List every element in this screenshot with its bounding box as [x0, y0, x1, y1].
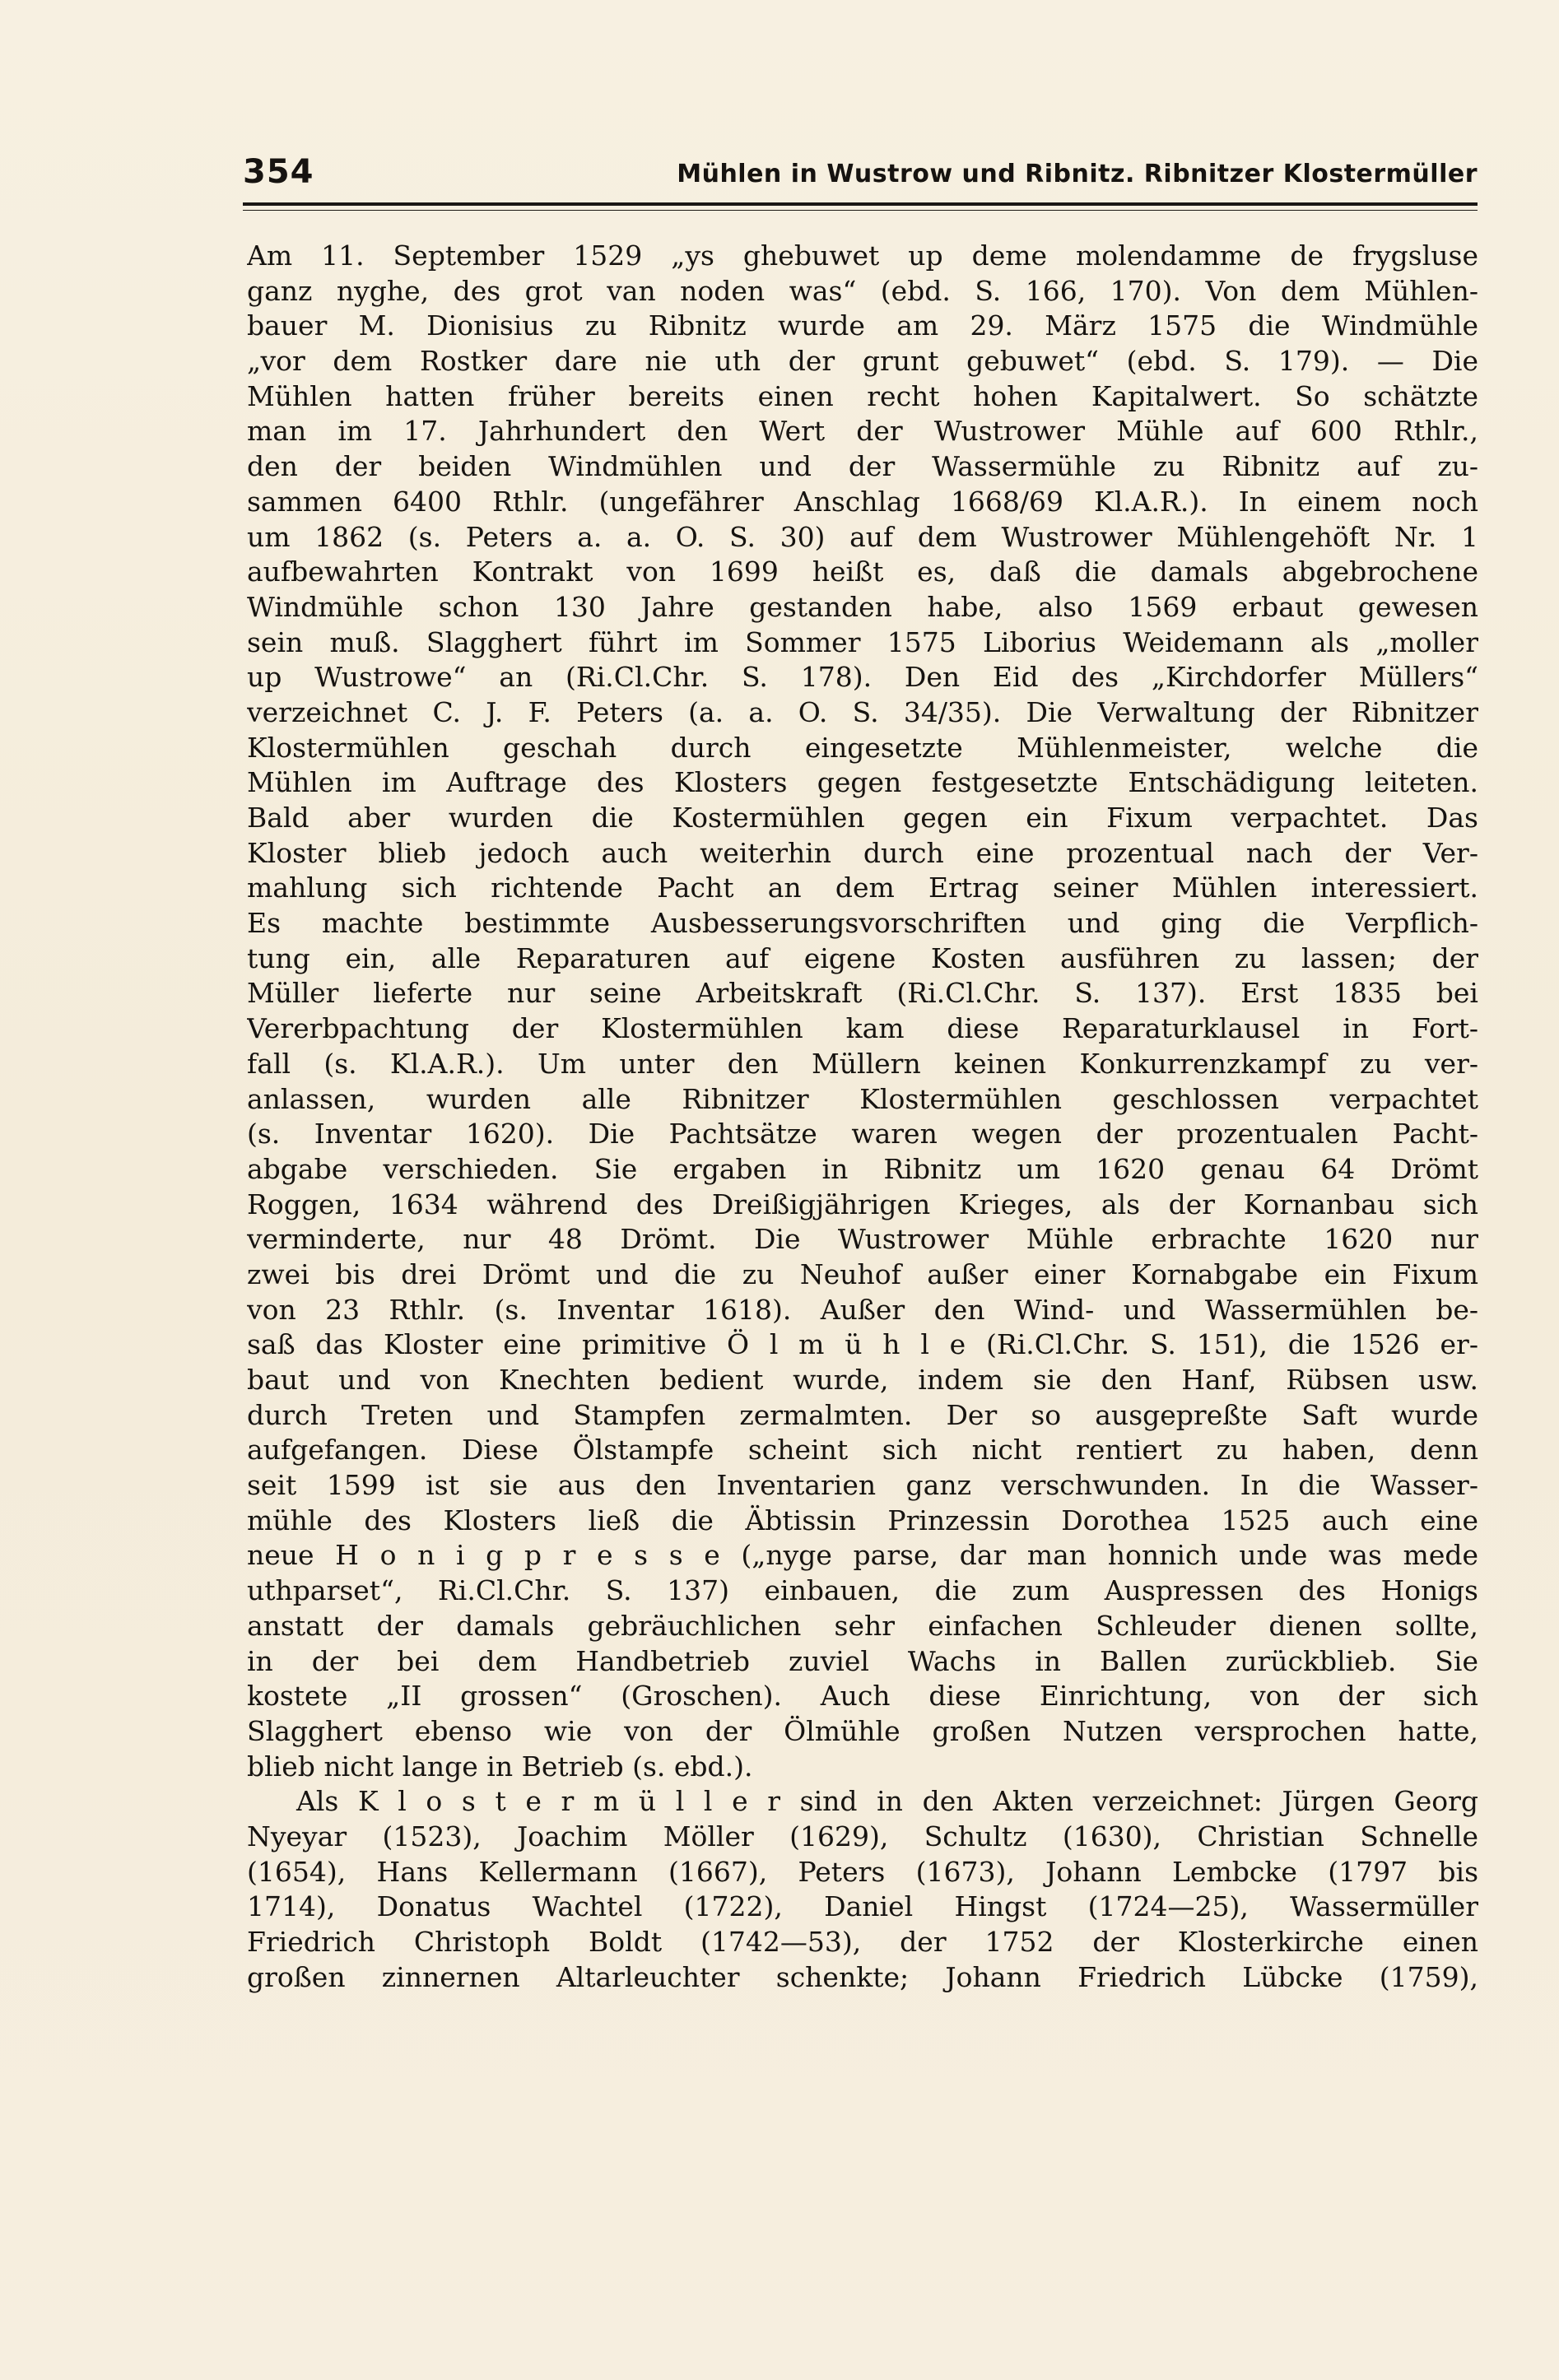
text-line: in der bei dem Handbetrieb zuviel Wachs in Ballen zurückblieb. Sie — [247, 1644, 1478, 1677]
text-line: Bald aber wurden die Kostermühlen gegen ein Fixum verpachtet. Das — [247, 802, 1478, 834]
text-line: um 1862 (s. Peters a. a. O. S. 30) auf dem Wustrower Mühlengehöft Nr. 1 — [247, 520, 1478, 553]
text-line: mühle des Klosters ließ die Äbtissin Prinzessin Dorothea 1525 auch eine — [247, 1504, 1478, 1536]
text-line: blieb nicht lange in Betrieb (s. ebd.). — [247, 1750, 753, 1783]
text-line: man im 17. Jahrhundert den Wert der Wustrower Mühle auf 600 Rthlr., — [247, 415, 1478, 448]
text-line: aufgefangen. Diese Ölstampfe scheint sich nicht rentiert zu haben, denn — [247, 1434, 1478, 1467]
text-line: zwei bis drei Drömt und die zu Neuhof außer einer Kornabgabe ein Fixum — [247, 1257, 1478, 1290]
text-line: großen zinnernen Altarleuchter schenkte; Johann Friedrich Lübcke (1759), — [247, 1960, 1478, 1993]
text-line: ganz nyghe, des grot van noden was“ (ebd. S. 166, 170). Von dem Mühlen- — [247, 274, 1478, 307]
text-line: sein muß. Slagghert führt im Sommer 1575 Liborius Weidemann als „moller — [247, 625, 1478, 658]
text-line: mahlung sich richtende Pacht an dem Ertrag seiner Mühlen interessiert. — [247, 872, 1478, 904]
text-line: Kloster blieb jedoch auch weiterhin durch eine prozentual nach der Ver- — [247, 836, 1478, 869]
text-line: Mühlen hatten früher bereits einen recht hohen Kapitalwert. So schätzte — [247, 379, 1478, 412]
text-line: den der beiden Windmühlen und der Wassermühle zu Ribnitz auf zu- — [247, 450, 1478, 483]
text-line: seit 1599 ist sie aus den Inventarien ganz verschwunden. In die Wasser- — [247, 1469, 1478, 1502]
text-line: Windmühle schon 130 Jahre gestanden habe, also 1569 erbaut gewesen — [247, 590, 1478, 623]
text-line: verminderte, nur 48 Drömt. Die Wustrower Mühle erbrachte 1620 nur — [247, 1223, 1478, 1256]
text-line: durch Treten und Stampfen zermalmten. Der so ausgepreßte Saft wurde — [247, 1398, 1478, 1431]
text-line: (1654), Hans Kellermann (1667), Peters (1673), Johann Lembcke (1797 bis — [247, 1855, 1478, 1888]
text-line: baut und von Knechten bedient wurde, indem sie den Hanf, Rübsen usw. — [247, 1364, 1478, 1396]
text-line: Es machte bestimmte Ausbesserungsvorschriften und ging die Verpflich- — [247, 907, 1478, 940]
text-line: Am 11. September 1529 „ys ghebuwet up deme molendamme de frygsluse — [247, 239, 1478, 272]
text-line: anlassen, wurden alle Ribnitzer Klostermühlen geschlossen verpachtet — [247, 1082, 1478, 1115]
text-line: saß das Kloster eine primitive Ö l m ü h l e (Ri.Cl.Chr. S. 151), die 1526 er- — [247, 1328, 1478, 1361]
text-line: bauer M. Dionisius zu Ribnitz wurde am 29. März 1575 die Windmühle — [247, 309, 1478, 342]
text-line: Nyeyar (1523), Joachim Möller (1629), Schultz (1630), Christian Schnelle — [247, 1820, 1478, 1852]
text-line: kostete „II grossen“ (Groschen). Auch diese Einrichtung, von der sich — [247, 1680, 1478, 1713]
page-number: 354 — [243, 153, 314, 191]
text-line: Friedrich Christoph Boldt (1742—53), der 1752 der Klosterkirche einen — [247, 1926, 1478, 1958]
text-line: (s. Inventar 1620). Die Pachtsätze waren wegen der prozentualen Pacht- — [247, 1118, 1478, 1150]
text-line: Vererbpachtung der Klostermühlen kam diese Reparaturklausel in Fort- — [247, 1012, 1478, 1045]
text-line: „vor dem Rostker dare nie uth der grunt gebuwet“ (ebd. S. 179). — Die — [247, 345, 1478, 378]
body-text — [247, 239, 1478, 1995]
text-line: Als K l o s t e r m ü l l e r sind in den Akten verzeichnet: Jürgen Georg — [296, 1785, 1478, 1818]
running-header — [243, 148, 1478, 198]
text-line: aufbewahrten Kontrakt von 1699 heißt es, daß die damals abgebrochene — [247, 555, 1478, 588]
text-line: uthparset“, Ri.Cl.Chr. S. 137) einbauen, die zum Auspressen des Honigs — [247, 1574, 1478, 1607]
text-line: verzeichnet C. J. F. Peters (a. a. O. S. 34/35). Die Verwaltung der Ribnitzer — [247, 695, 1478, 728]
text-line: anstatt der damals gebräuchlichen sehr einfachen Schleuder dienen sollte, — [247, 1609, 1478, 1642]
text-line: sammen 6400 Rthlr. (ungefährer Anschlag 1668/69 Kl.A.R.). In einem noch — [247, 485, 1478, 518]
text-line: fall (s. Kl.A.R.). Um unter den Müllern keinen Konkurrenzkampf zu ver- — [247, 1047, 1478, 1080]
text-line: up Wustrowe“ an (Ri.Cl.Chr. S. 178). Den Eid des „Kirchdorfer Müllers“ — [247, 661, 1478, 694]
text-line: Slagghert ebenso wie von der Ölmühle großen Nutzen versprochen hatte, — [247, 1714, 1478, 1747]
text-line: Mühlen im Auftrage des Klosters gegen festgesetzte Entschädigung leiteten. — [247, 766, 1478, 799]
header-rule-thick — [243, 202, 1478, 206]
text-line: abgabe verschieden. Sie ergaben in Ribnitz um 1620 genau 64 Drömt — [247, 1152, 1478, 1185]
text-line: von 23 Rthlr. (s. Inventar 1618). Außer den Wind- und Wassermühlen be- — [247, 1293, 1478, 1326]
text-line: tung ein, alle Reparaturen auf eigene Kosten ausführen zu lassen; der — [247, 941, 1478, 974]
text-line: Roggen, 1634 während des Dreißigjährigen Krieges, als der Kornanbau sich — [247, 1188, 1478, 1220]
text-line: neue H o n i g p r e s s e („nyge parse, dar man honnich unde was mede — [247, 1539, 1478, 1572]
text-line: Müller lieferte nur seine Arbeitskraft (Ri.Cl.Chr. S. 137). Erst 1835 bei — [247, 977, 1478, 1010]
text-line: 1714), Donatus Wachtel (1722), Daniel Hingst (1724—25), Wassermüller — [247, 1890, 1478, 1923]
running-title: Mühlen in Wustrow und Ribnitz. Ribnitzer Klostermüller — [677, 160, 1478, 188]
text-line: Klostermühlen geschah durch eingesetzte Mühlenmeister, welche die — [247, 731, 1478, 764]
header-rule-thin — [243, 210, 1478, 211]
